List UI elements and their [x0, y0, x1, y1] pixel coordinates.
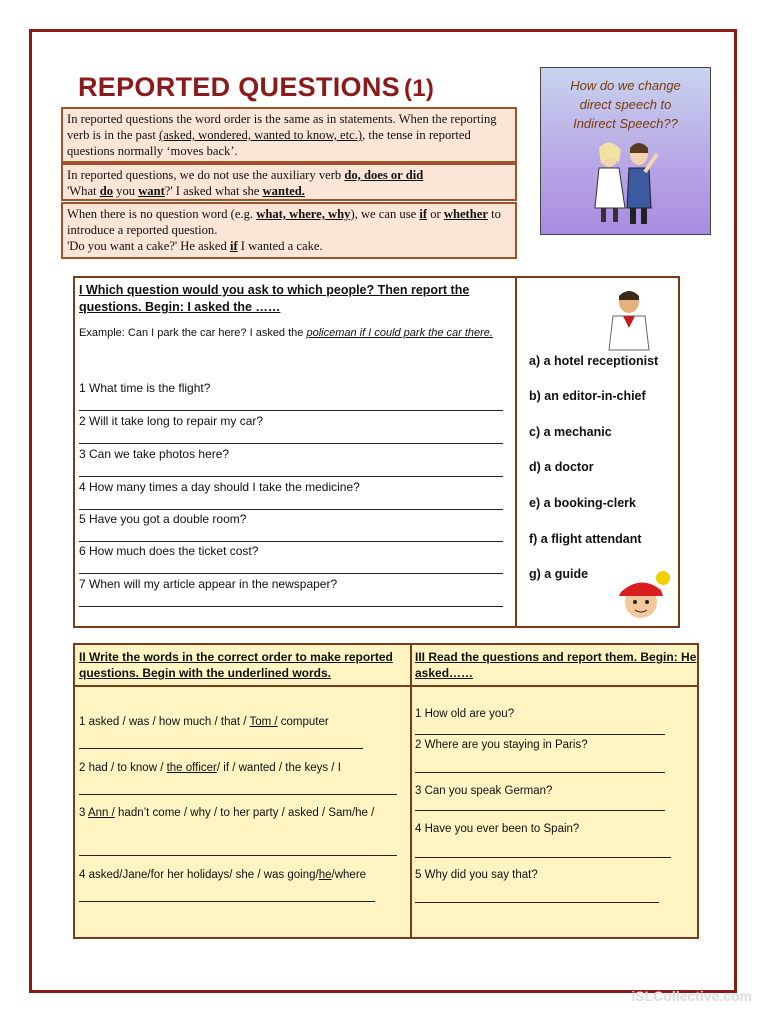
answer-line[interactable]: [415, 857, 671, 858]
ex2-item-4: 4 asked/Jane/for her holidays/ she / was going/he/where: [79, 869, 367, 881]
question-7: 7 When will my article appear in the newspaper?: [79, 577, 507, 607]
question-3: 3 Can we take photos here?: [79, 447, 507, 477]
question-4: 4 How many times a day should I take the medicine?: [79, 480, 507, 510]
rule-box-word-order: In reported questions the word order is the same as in statements. When the reporting verb is in the past (asked, wondered, wanted to know, etc.), the tense in reported questions normally ‘moves back’.: [61, 107, 517, 163]
answer-line[interactable]: [79, 509, 503, 510]
answer-line[interactable]: [79, 855, 397, 856]
header-divider: [75, 685, 697, 687]
question-1: 1 What time is the flight?: [79, 381, 507, 411]
person-d: d) a doctor: [529, 460, 594, 474]
illustration-box: [540, 67, 711, 235]
question-6: 6 How much does the ticket cost?: [79, 544, 507, 574]
ex2-item-2: 2 had / to know / the officer/ if / wanted / the keys / I: [79, 762, 341, 774]
answer-line[interactable]: [415, 772, 665, 773]
answer-line[interactable]: [79, 541, 503, 542]
rule-box-if-whether: When there is no question word (e.g. what, where, why), we can use if or whether to introduce a reported question. 'Do you want a cake?' He asked if I wanted a cake.: [61, 202, 517, 259]
answer-line[interactable]: [79, 410, 503, 411]
answer-line[interactable]: [79, 901, 375, 902]
person-g: g) a guide: [529, 567, 589, 581]
page-title: REPORTED QUESTIONS (1): [78, 72, 435, 102]
watermark: iSLCollective.com: [631, 988, 752, 1004]
ex3-question-4: 4 Have you ever been to Spain?: [415, 823, 580, 835]
person-a: a) a hotel receptionist: [529, 354, 659, 368]
exercise-1-heading: I Which question would you ask to which people? Then report the questions. Begin: I asked the ……: [79, 283, 470, 314]
answer-line[interactable]: [79, 573, 503, 574]
ex2-item-3: 3 Ann / hadn’t come / why / to her party / asked / Sam/he /: [79, 807, 375, 819]
answer-line[interactable]: [79, 748, 363, 749]
exercise-1-example: Example: Can I park the car here? I asked the policeman if I could park the car there.: [79, 327, 493, 339]
person-e: e) a booking-clerk: [529, 496, 636, 510]
tour-guide-icon: [615, 568, 677, 624]
exercise-2-3-panel: [73, 643, 699, 939]
exercise-1: [73, 276, 680, 628]
exercise-3-heading: III Read the questions and report them. Begin: He asked……: [415, 650, 697, 680]
answer-line[interactable]: [79, 476, 503, 477]
question-2: 2 Will it take long to repair my car?: [79, 414, 507, 444]
column-divider: [515, 278, 517, 626]
ex3-question-5: 5 Why did you say that?: [415, 869, 538, 881]
answer-line[interactable]: [415, 902, 659, 903]
answer-line[interactable]: [79, 606, 503, 607]
answer-line[interactable]: [415, 810, 665, 811]
ex3-question-3: 3 Can you speak German?: [415, 785, 553, 797]
rule-box-auxiliary: In reported questions, we do not use the auxiliary verb do, does or did 'What do you want?' I asked what she wanted.: [61, 163, 517, 201]
person-b: b) an editor-in-chief: [529, 389, 646, 403]
chef-icon: [599, 284, 659, 354]
answer-line[interactable]: [415, 734, 665, 735]
ex2-item-1: 1 asked / was / how much / that / Tom / computer: [79, 716, 329, 728]
ex3-question-2: 2 Where are you staying in Paris?: [415, 739, 588, 751]
two-people-illustration: [541, 68, 711, 235]
person-c: c) a mechanic: [529, 425, 612, 439]
person-f: f) a flight attendant: [529, 532, 642, 546]
exercise-2-heading: II Write the words in the correct order to make reported questions. Begin with the underlined words.: [79, 650, 393, 680]
answer-line[interactable]: [79, 794, 397, 795]
question-5: 5 Have you got a double room?: [79, 512, 507, 542]
illustration-caption: How do we change direct speech to Indirect Speech??: [570, 78, 681, 131]
column-divider: [410, 645, 412, 937]
answer-line[interactable]: [79, 443, 503, 444]
ex3-question-1: 1 How old are you?: [415, 708, 515, 720]
